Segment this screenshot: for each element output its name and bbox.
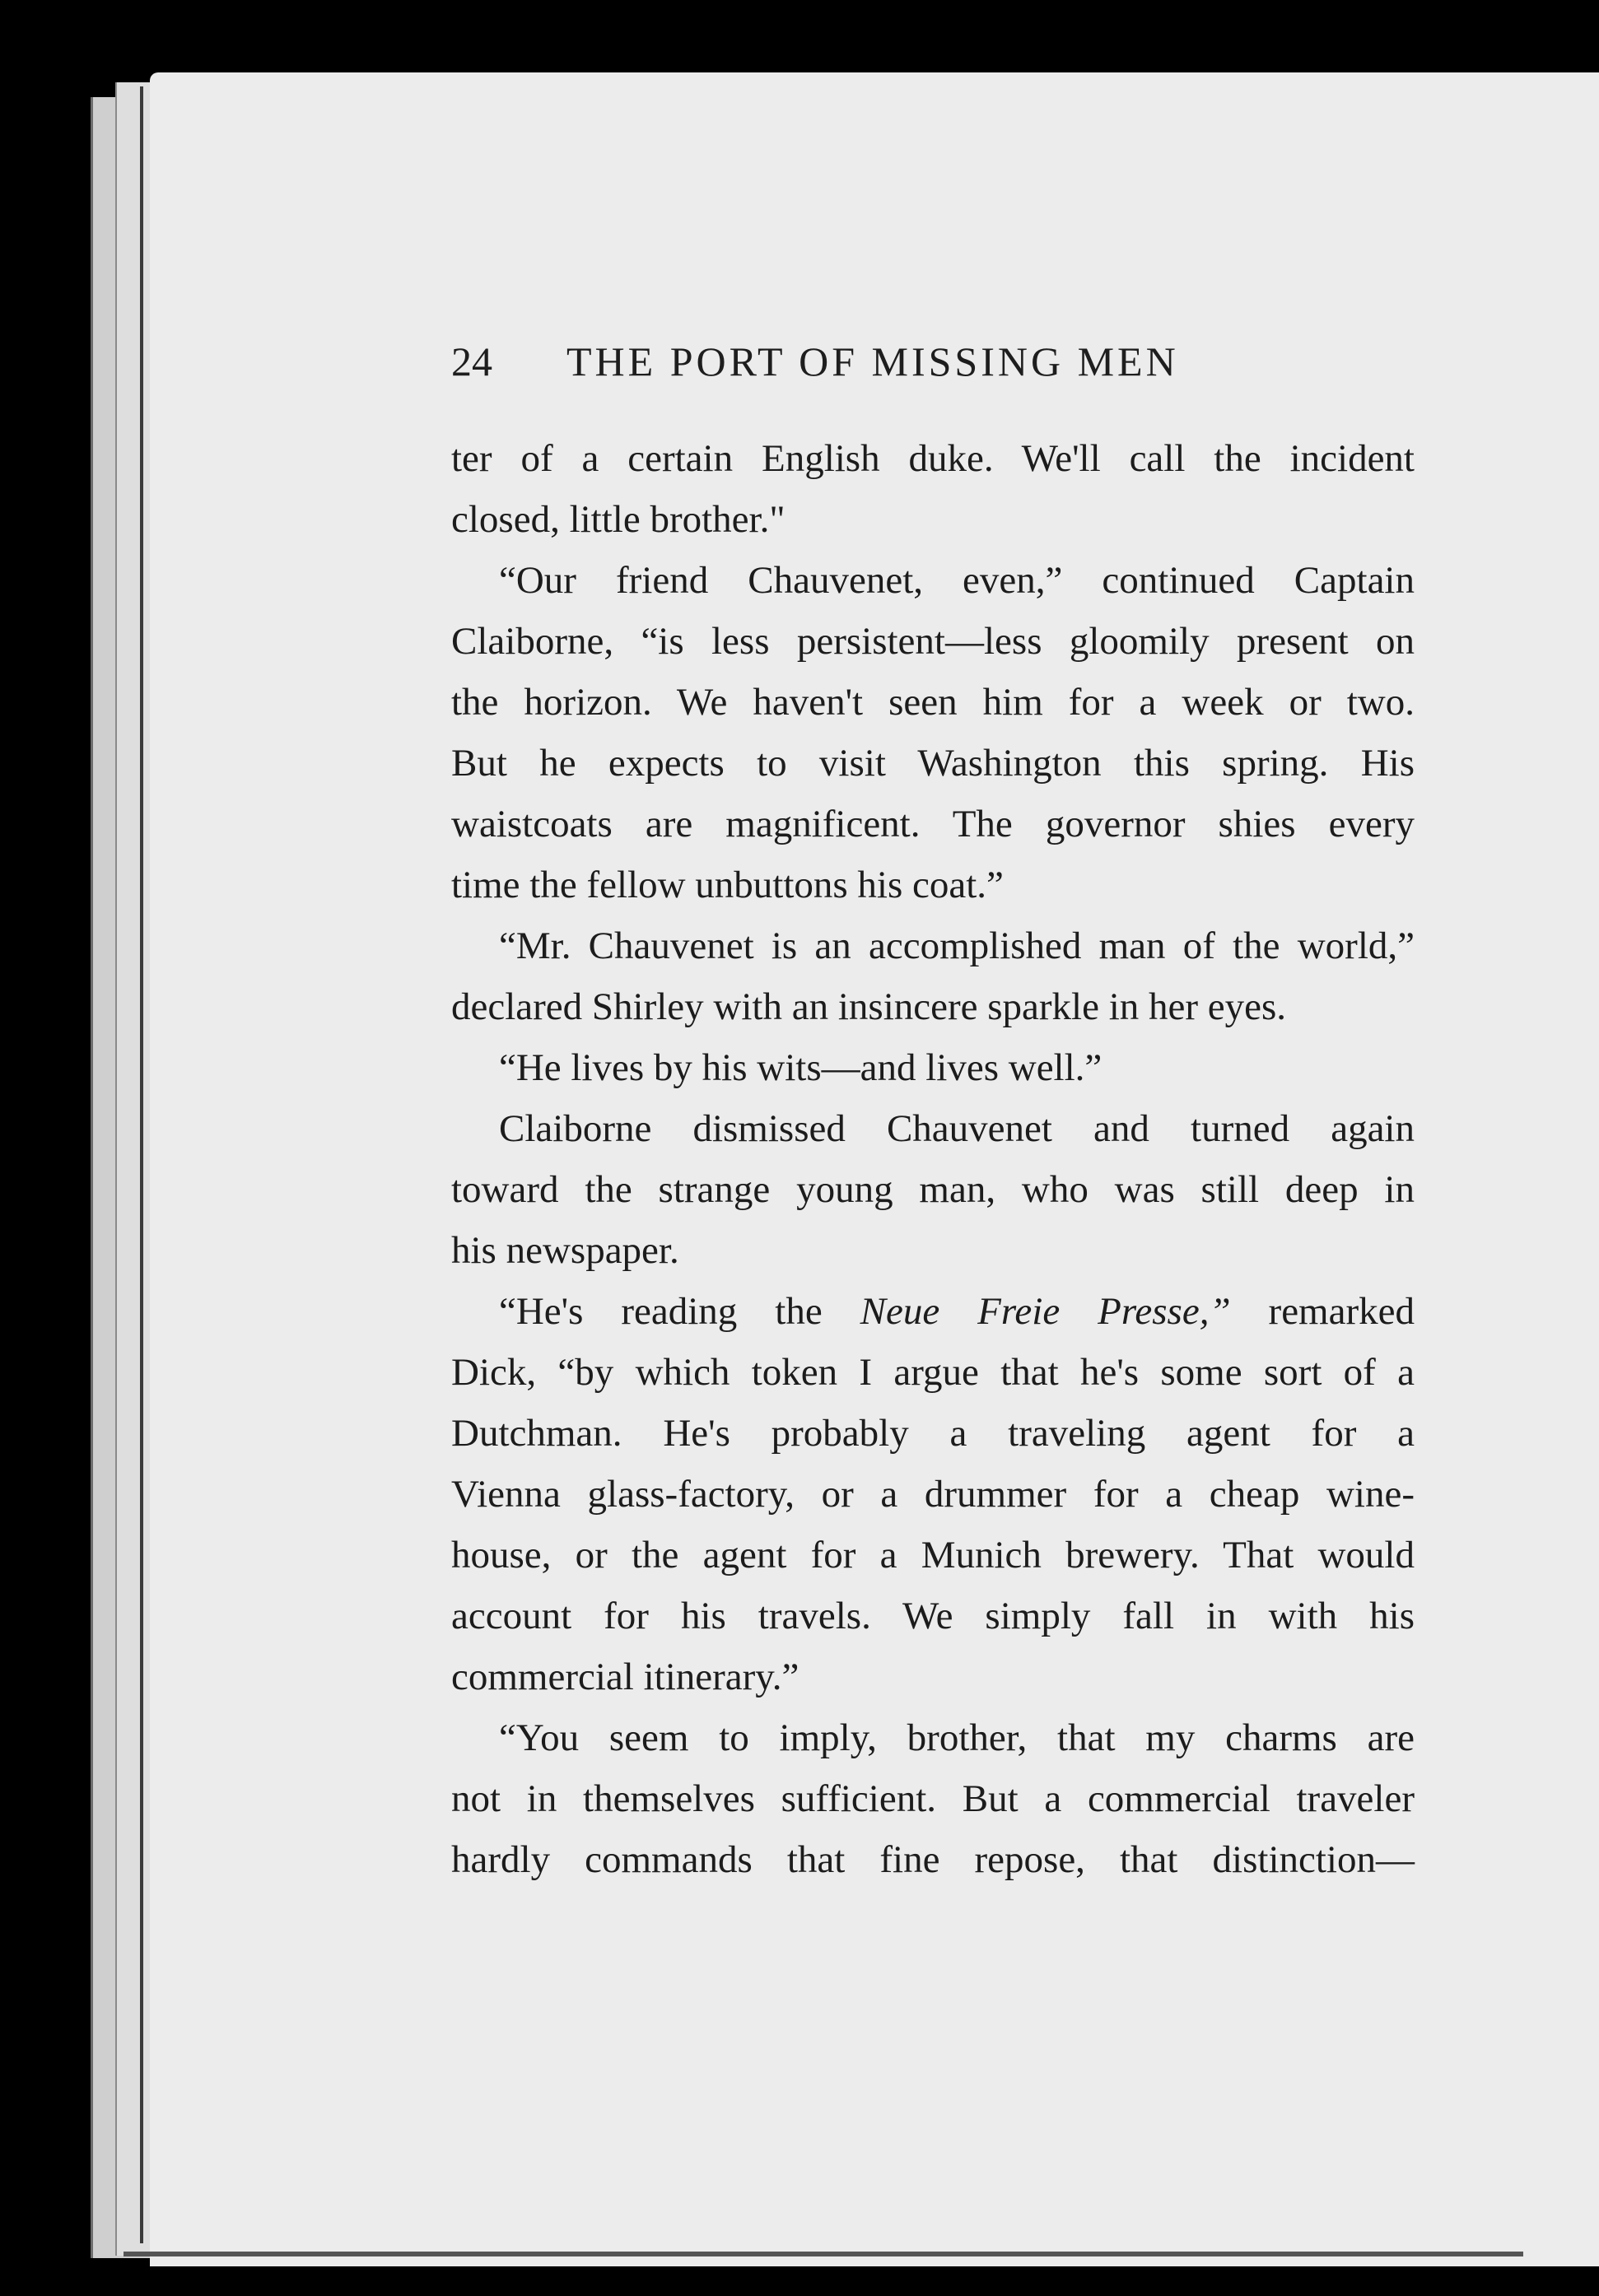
text-line-content: Claiborne, “is less persistent—less gloomily present on	[451, 620, 1415, 663]
text-line-content: toward the strange young man, who was still deep in	[451, 1168, 1415, 1211]
text-line	[451, 1646, 1415, 1707]
text-line	[451, 1403, 1415, 1464]
text-line	[451, 1707, 1415, 1768]
text-line-content: ter of a certain English duke. We'll call the incident	[451, 437, 1415, 480]
text-line	[451, 550, 1415, 611]
text-line-content: waistcoats are magnificent. The governor shies every	[451, 803, 1415, 845]
text-line-content: “Our friend Chauvenet, even,” continued Captain	[499, 559, 1415, 602]
text-line	[451, 1159, 1415, 1220]
text-line	[451, 1768, 1415, 1829]
text-line-content: account for his travels. We simply fall in with his	[451, 1595, 1415, 1637]
text-line-content: “He's reading the	[499, 1290, 860, 1333]
newspaper-title-italic: Neue Freie Presse,”	[860, 1290, 1231, 1333]
text-line-content: “Mr. Chauvenet is an accomplished man of the world,”	[499, 924, 1415, 967]
text-line-content: “You seem to imply, brother, that my charms are	[499, 1716, 1415, 1759]
text-line	[451, 1098, 1415, 1159]
text-line	[451, 1037, 1415, 1098]
text-line-content: But he expects to visit Washington this spring. His	[451, 742, 1415, 785]
text-line-content: the horizon. We haven't seen him for a week or two.	[451, 681, 1415, 724]
running-head	[451, 338, 1439, 403]
text-line-content: remarked	[1230, 1290, 1415, 1333]
text-line-content: Claiborne dismissed Chauvenet and turned again	[499, 1107, 1415, 1150]
text-line	[451, 1464, 1415, 1525]
text-line-content: commercial itinerary.”	[451, 1656, 800, 1698]
text-line	[451, 1829, 1415, 1890]
text-line	[451, 733, 1415, 794]
body-text	[451, 428, 1415, 1890]
text-line-content: closed, little brother."	[451, 498, 786, 541]
text-line	[451, 1342, 1415, 1403]
text-line	[451, 1586, 1415, 1646]
text-line-content: hardly commands that fine repose, that distinction—	[451, 1838, 1415, 1881]
text-line	[451, 915, 1415, 976]
text-line-content: not in themselves sufficient. But a commercial traveler	[451, 1777, 1415, 1820]
text-line	[451, 855, 1415, 915]
text-line-content: his newspaper.	[451, 1229, 679, 1272]
text-line-content: house, or the agent for a Munich brewery. That would	[451, 1534, 1415, 1576]
running-title: THE PORT OF MISSING MEN	[566, 338, 1179, 384]
text-line-content: Vienna glass-factory, or a drummer for a cheap wine-	[451, 1473, 1415, 1516]
text-line	[451, 672, 1415, 733]
page-number: 24	[451, 338, 492, 384]
text-line-content: time the fellow unbuttons his coat.”	[451, 864, 1004, 906]
text-line-content: Dutchman. He's probably a traveling agent for a	[451, 1412, 1415, 1455]
text-line	[451, 1525, 1415, 1586]
text-line-content: Dick, “by which token I argue that he's some sort of a	[451, 1351, 1415, 1394]
text-line	[451, 1281, 1415, 1342]
text-line	[451, 976, 1415, 1037]
text-line	[451, 794, 1415, 855]
page-gutter-line	[140, 86, 143, 2243]
text-line-content: declared Shirley with an insincere sparkle in her eyes.	[451, 985, 1287, 1028]
text-line	[451, 611, 1415, 672]
text-line	[451, 1220, 1415, 1281]
text-line	[451, 428, 1415, 489]
text-line-content: “He lives by his wits—and lives well.”	[499, 1046, 1103, 1089]
page-bottom-edge	[124, 2252, 1523, 2256]
text-line	[451, 489, 1415, 550]
